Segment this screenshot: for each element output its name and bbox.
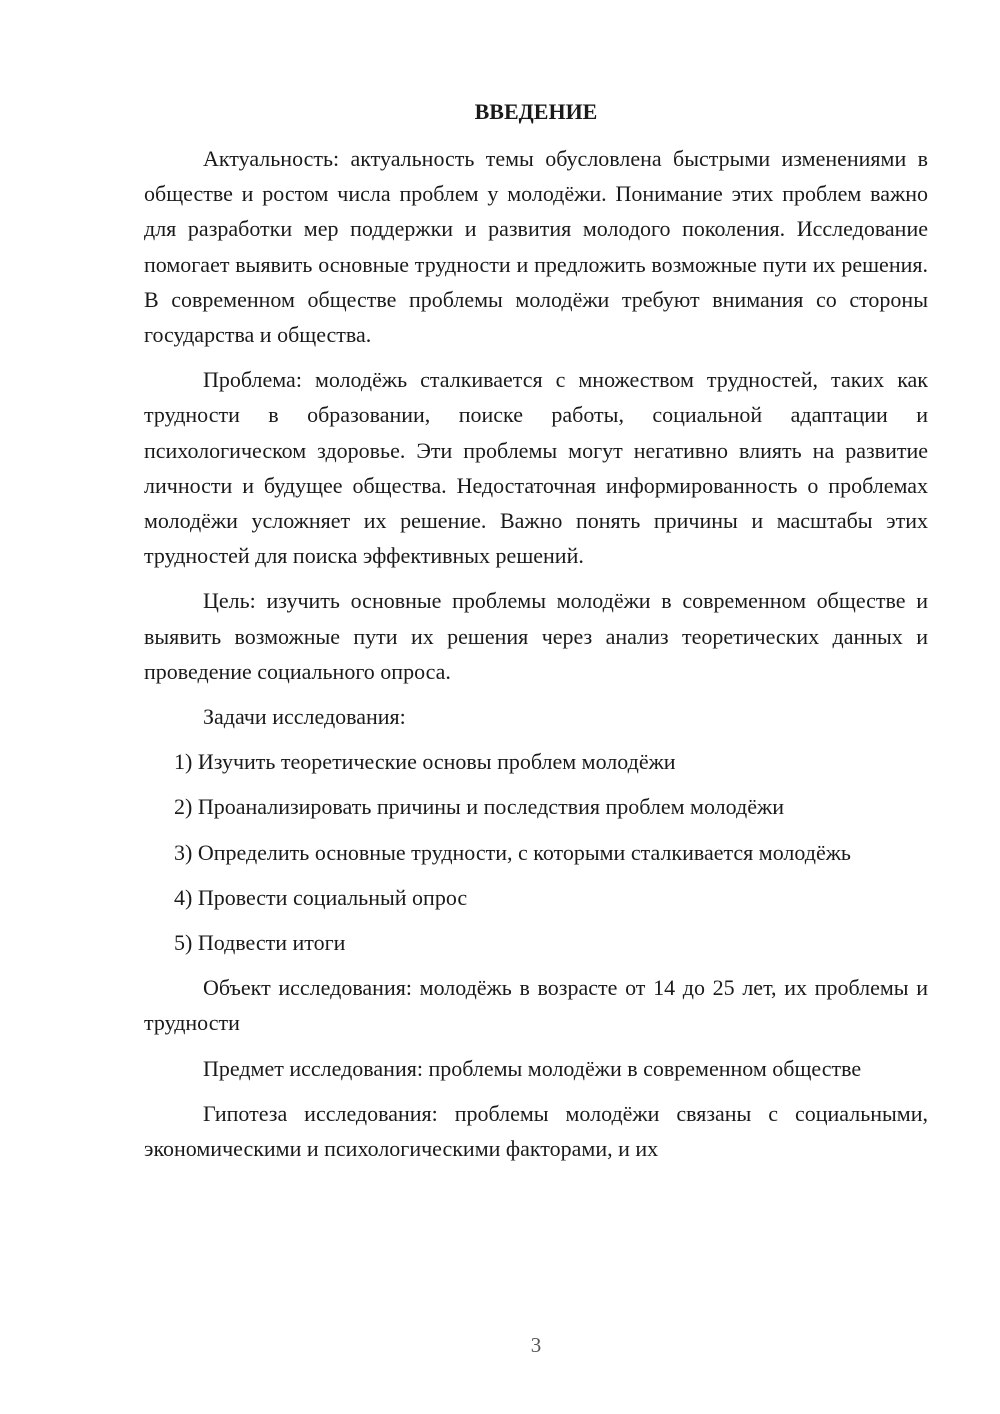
paragraph-problem: Проблема: молодёжь сталкивается с множеством трудностей, таких как трудности в образовании, поиске работы, социальной адаптации и психологическом здоровье. Эти проблемы могут негативно влиять на развитие личности и будущее общества. Недостаточная информированность о проблемах молодёжи усложняет их решение. Важно понять причины и масштабы этих трудностей для поиска эффективных решений.: [144, 367, 928, 569]
page-number: 3: [530, 1333, 542, 1357]
task-item-4: 4) Провести социальный опрос: [174, 884, 468, 910]
page-title: ВВЕДЕНИЕ: [474, 99, 598, 124]
document-page: [144, 94, 928, 1176]
task-item-3: 3) Определить основные трудности, с которыми сталкивается молодёжь: [174, 839, 851, 865]
paragraph-goal: Цель: изучить основные проблемы молодёжи в современном обществе и выявить возможные пути их решения через анализ теоретических данных и проведение социального опроса.: [144, 588, 928, 684]
paragraph-hypothesis: Гипотеза исследования: проблемы молодёжи связаны с социальными, экономическими и психологическими факторами, и их: [144, 1100, 928, 1162]
task-item-1: 1) Изучить теоретические основы проблем молодёжи: [174, 749, 676, 775]
paragraph-tasks-heading: Задачи исследования:: [203, 704, 406, 730]
task-item-2: 2) Проанализировать причины и последствия проблем молодёжи: [174, 794, 784, 820]
paragraph-subject: Предмет исследования: проблемы молодёжи в современном обществе: [203, 1055, 862, 1081]
paragraph-object: Объект исследования: молодёжь в возрасте от 14 до 25 лет, их проблемы и трудности: [144, 975, 928, 1036]
task-item-5: 5) Подвести итоги: [174, 930, 346, 956]
paragraph-relevance: Актуальность: актуальность темы обусловлена быстрыми изменениями в обществе и ростом числа проблем у молодёжи. Понимание этих проблем важно для разработки мер поддержки и развития молодого поколения. Исследование помогает выявить основные трудности и предложить возможные пути их решения. В современном обществе проблемы молодёжи требуют внимания со стороны государства и общества.: [144, 146, 928, 348]
